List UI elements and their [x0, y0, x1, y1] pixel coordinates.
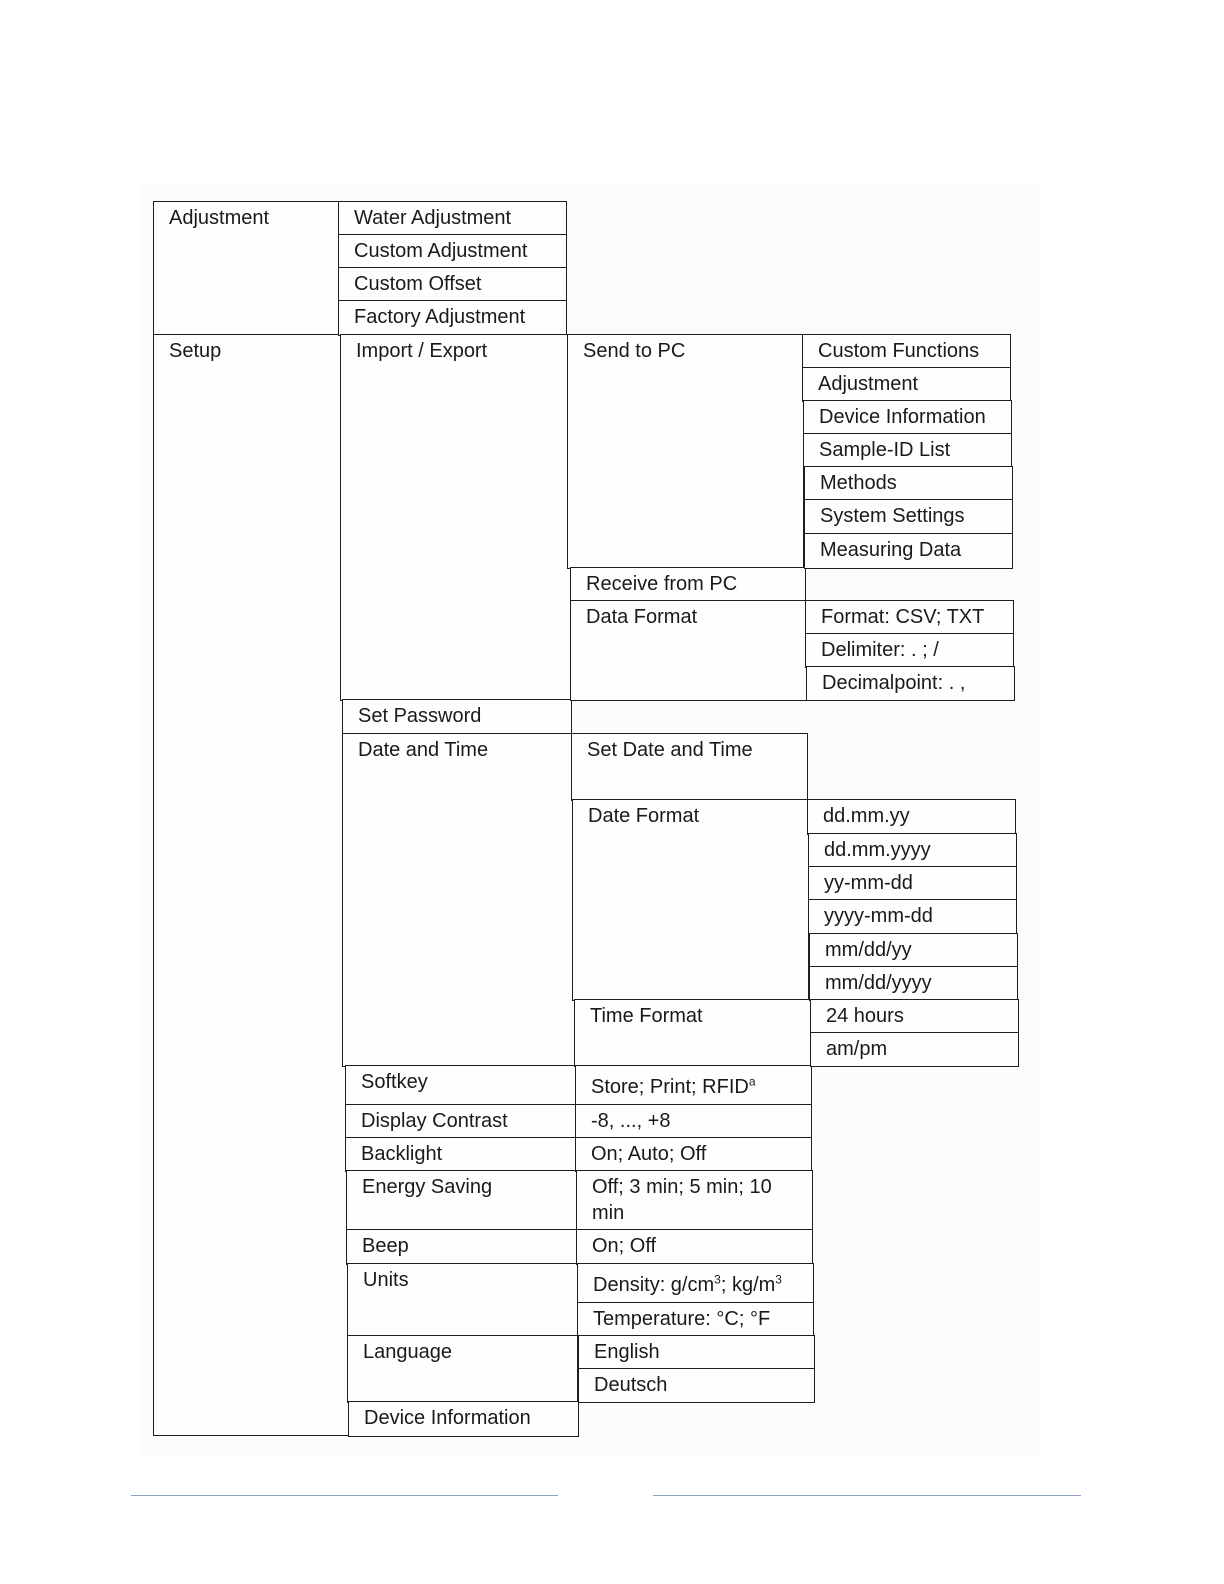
- set-password-item: Set Password: [342, 699, 572, 735]
- footer-rule-right: [653, 1495, 1081, 1496]
- date-format-option: mm/dd/yyyy: [809, 966, 1018, 1001]
- time-format-option: 24 hours: [810, 999, 1019, 1034]
- adjustment-menu: [153, 201, 339, 336]
- units-item: Units: [347, 1263, 578, 1337]
- language-item: Language: [347, 1335, 578, 1403]
- backlight-value: On; Auto; Off: [575, 1137, 812, 1172]
- send-methods: Methods: [804, 466, 1013, 501]
- language-english: English: [578, 1335, 815, 1370]
- send-to-pc-item: Send to PC: [567, 334, 804, 569]
- date-format-option: dd.mm.yyyy: [808, 833, 1017, 868]
- device-information-item: Device Information: [348, 1401, 579, 1437]
- density-exponent: 3: [714, 1272, 721, 1287]
- language-deutsch: Deutsch: [578, 1368, 815, 1403]
- beep-item: Beep: [346, 1229, 578, 1265]
- time-format-option: am/pm: [810, 1032, 1019, 1067]
- send-adjustment: Adjustment: [802, 367, 1011, 402]
- date-format-option: dd.mm.yy: [807, 799, 1016, 835]
- energy-saving-value: Off; 3 min; 5 min; 10 min: [576, 1170, 813, 1231]
- date-format-option: mm/dd/yy: [809, 933, 1018, 968]
- adjustment-label: Adjustment: [169, 207, 270, 229]
- display-contrast-item: Display Contrast: [345, 1104, 577, 1139]
- custom-adjustment-item: Custom Adjustment: [338, 234, 567, 269]
- density-exponent: 3: [775, 1272, 782, 1287]
- time-format-item: Time Format: [574, 999, 811, 1067]
- data-format-decimalpoint: Decimalpoint: . ,: [806, 666, 1015, 701]
- date-and-time-item: Date and Time: [342, 733, 575, 1067]
- date-format-option: yyyy-mm-dd: [808, 899, 1017, 935]
- send-device-information: Device Information: [803, 400, 1012, 435]
- softkey-value-text: Store; Print; RFID: [591, 1076, 749, 1098]
- date-format-option: yy-mm-dd: [808, 866, 1017, 901]
- density-prefix: Density: g/cm: [593, 1274, 715, 1296]
- units-density-value: [577, 1263, 814, 1304]
- water-adjustment-item: Water Adjustment: [338, 201, 567, 236]
- send-sample-id-list: Sample-ID List: [803, 433, 1012, 468]
- data-format-format: Format: CSV; TXT: [805, 600, 1014, 635]
- footnote-mark: a: [748, 1074, 756, 1089]
- softkey-value: [575, 1065, 812, 1106]
- display-contrast-value: -8, ..., +8: [575, 1104, 812, 1139]
- energy-saving-item: Energy Saving: [346, 1170, 577, 1231]
- units-temperature-value: Temperature: °C; °F: [577, 1302, 814, 1337]
- data-format-item: Data Format: [570, 600, 807, 701]
- receive-from-pc-item: Receive from PC: [570, 567, 806, 602]
- date-format-item: Date Format: [572, 799, 809, 1001]
- send-measuring-data: Measuring Data: [804, 533, 1013, 569]
- data-format-delimiter: Delimiter: . ; /: [805, 633, 1014, 668]
- density-mid: ; kg/m: [720, 1274, 776, 1296]
- set-date-and-time-item: Set Date and Time: [571, 733, 808, 801]
- send-system-settings: System Settings: [804, 499, 1013, 535]
- footer-rule-left: [131, 1495, 558, 1496]
- setup-label: Setup: [169, 340, 222, 362]
- factory-adjustment-item: Factory Adjustment: [338, 300, 567, 336]
- backlight-item: Backlight: [345, 1137, 577, 1172]
- import-export-item: Import / Export: [340, 334, 571, 701]
- send-custom-functions: Custom Functions: [802, 334, 1011, 369]
- custom-offset-item: Custom Offset: [338, 267, 567, 302]
- softkey-item: Softkey: [345, 1065, 576, 1106]
- setup-menu: [153, 334, 349, 1436]
- beep-value: On; Off: [576, 1229, 813, 1265]
